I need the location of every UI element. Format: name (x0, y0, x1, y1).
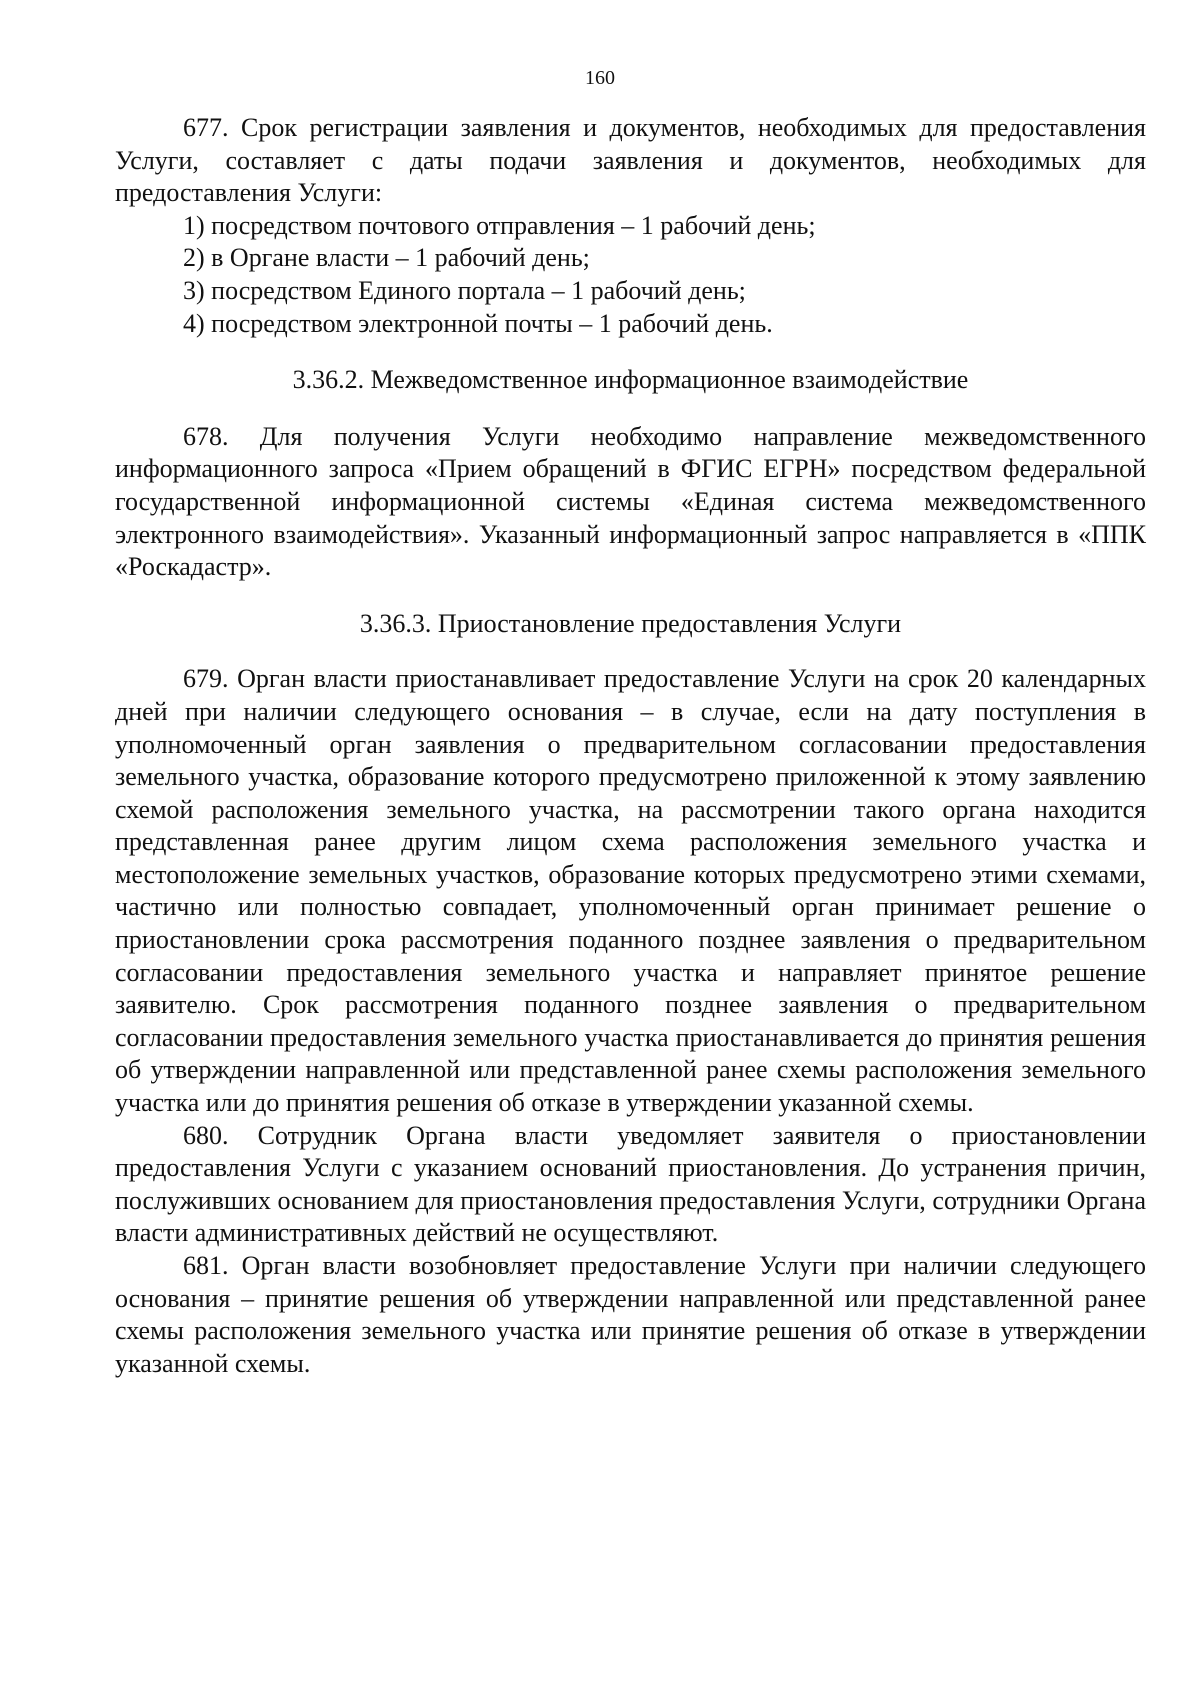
list-item: 2) в Органе власти – 1 рабочий день; (183, 243, 590, 273)
page-number: 160 (585, 67, 615, 89)
section-heading-3-36-3: 3.36.3. Приостановление предоставления Услуги (359, 608, 902, 638)
paragraph-680: 680. Сотрудник Органа власти уведомляет заявителя о приостановлении предоставления Услуги с указанием оснований приостановления. До устранения причин, послуживших основанием для приостановления предоставления Услуги, сотрудники Органа власти административных действий не осуществляют. (115, 1120, 1146, 1248)
document-body (115, 112, 1146, 1380)
paragraph-679: 679. Орган власти приостанавливает предоставление Услуги на срок 20 календарных дней при наличии следующего основания – в случае, если на дату поступления в уполномоченный орган заявления о предварительном согласовании предоставления земельного участка, образование которого предусмотрено приложенной к этому заявлению схемой расположения земельного участка, на рассмотрении такого органа находится представленная ранее другим лицом схема расположения земельного участка и местоположение земельных участков, образование которых предусмотрено этими схемами, частично или полностью совпадает, уполномоченный орган принимает решение о приостановлении срока рассмотрения поданного позднее заявления о предварительном согласовании предоставления земельного участка и направляет принятое решение заявителю. Срок рассмотрения поданного позднее заявления о предварительном согласовании предоставления земельного участка приостанавливается до принятия решения об утверждении направленной или представленной ранее схемы расположения земельного участка или до принятия решения об отказе в утверждении указанной схемы. (115, 664, 1146, 1118)
list-item: 1) посредством почтового отправления – 1 рабочий день; (183, 210, 816, 240)
list-item: 4) посредством электронной почты – 1 рабочий день. (183, 308, 773, 338)
paragraph-677: 677. Срок регистрации заявления и документов, необходимых для предоставления Услуги, составляет с даты подачи заявления и документов, необходимых для предоставления Услуги: (115, 113, 1146, 208)
section-heading-3-36-2: 3.36.2. Межведомственное информационное взаимодействие (292, 365, 969, 395)
paragraph-678: 678. Для получения Услуги необходимо направление межведомственного информационного запроса «Прием обращений в ФГИС ЕГРН» посредством федеральной государственной информационной системы «Единая система межведомственного электронного взаимодействия». Указанный информационный запрос направляется в «ППК «Роскадастр». (115, 421, 1146, 582)
list-item: 3) посредством Единого портала – 1 рабочий день; (183, 275, 746, 305)
paragraph-681: 681. Орган власти возобновляет предоставление Услуги при наличии следующего основания – принятие решения об утверждении направленной или представленной ранее схемы расположения земельного участка или принятие решения об отказе в утверждении указанной схемы. (115, 1251, 1146, 1378)
registration-terms-list (115, 210, 1146, 340)
